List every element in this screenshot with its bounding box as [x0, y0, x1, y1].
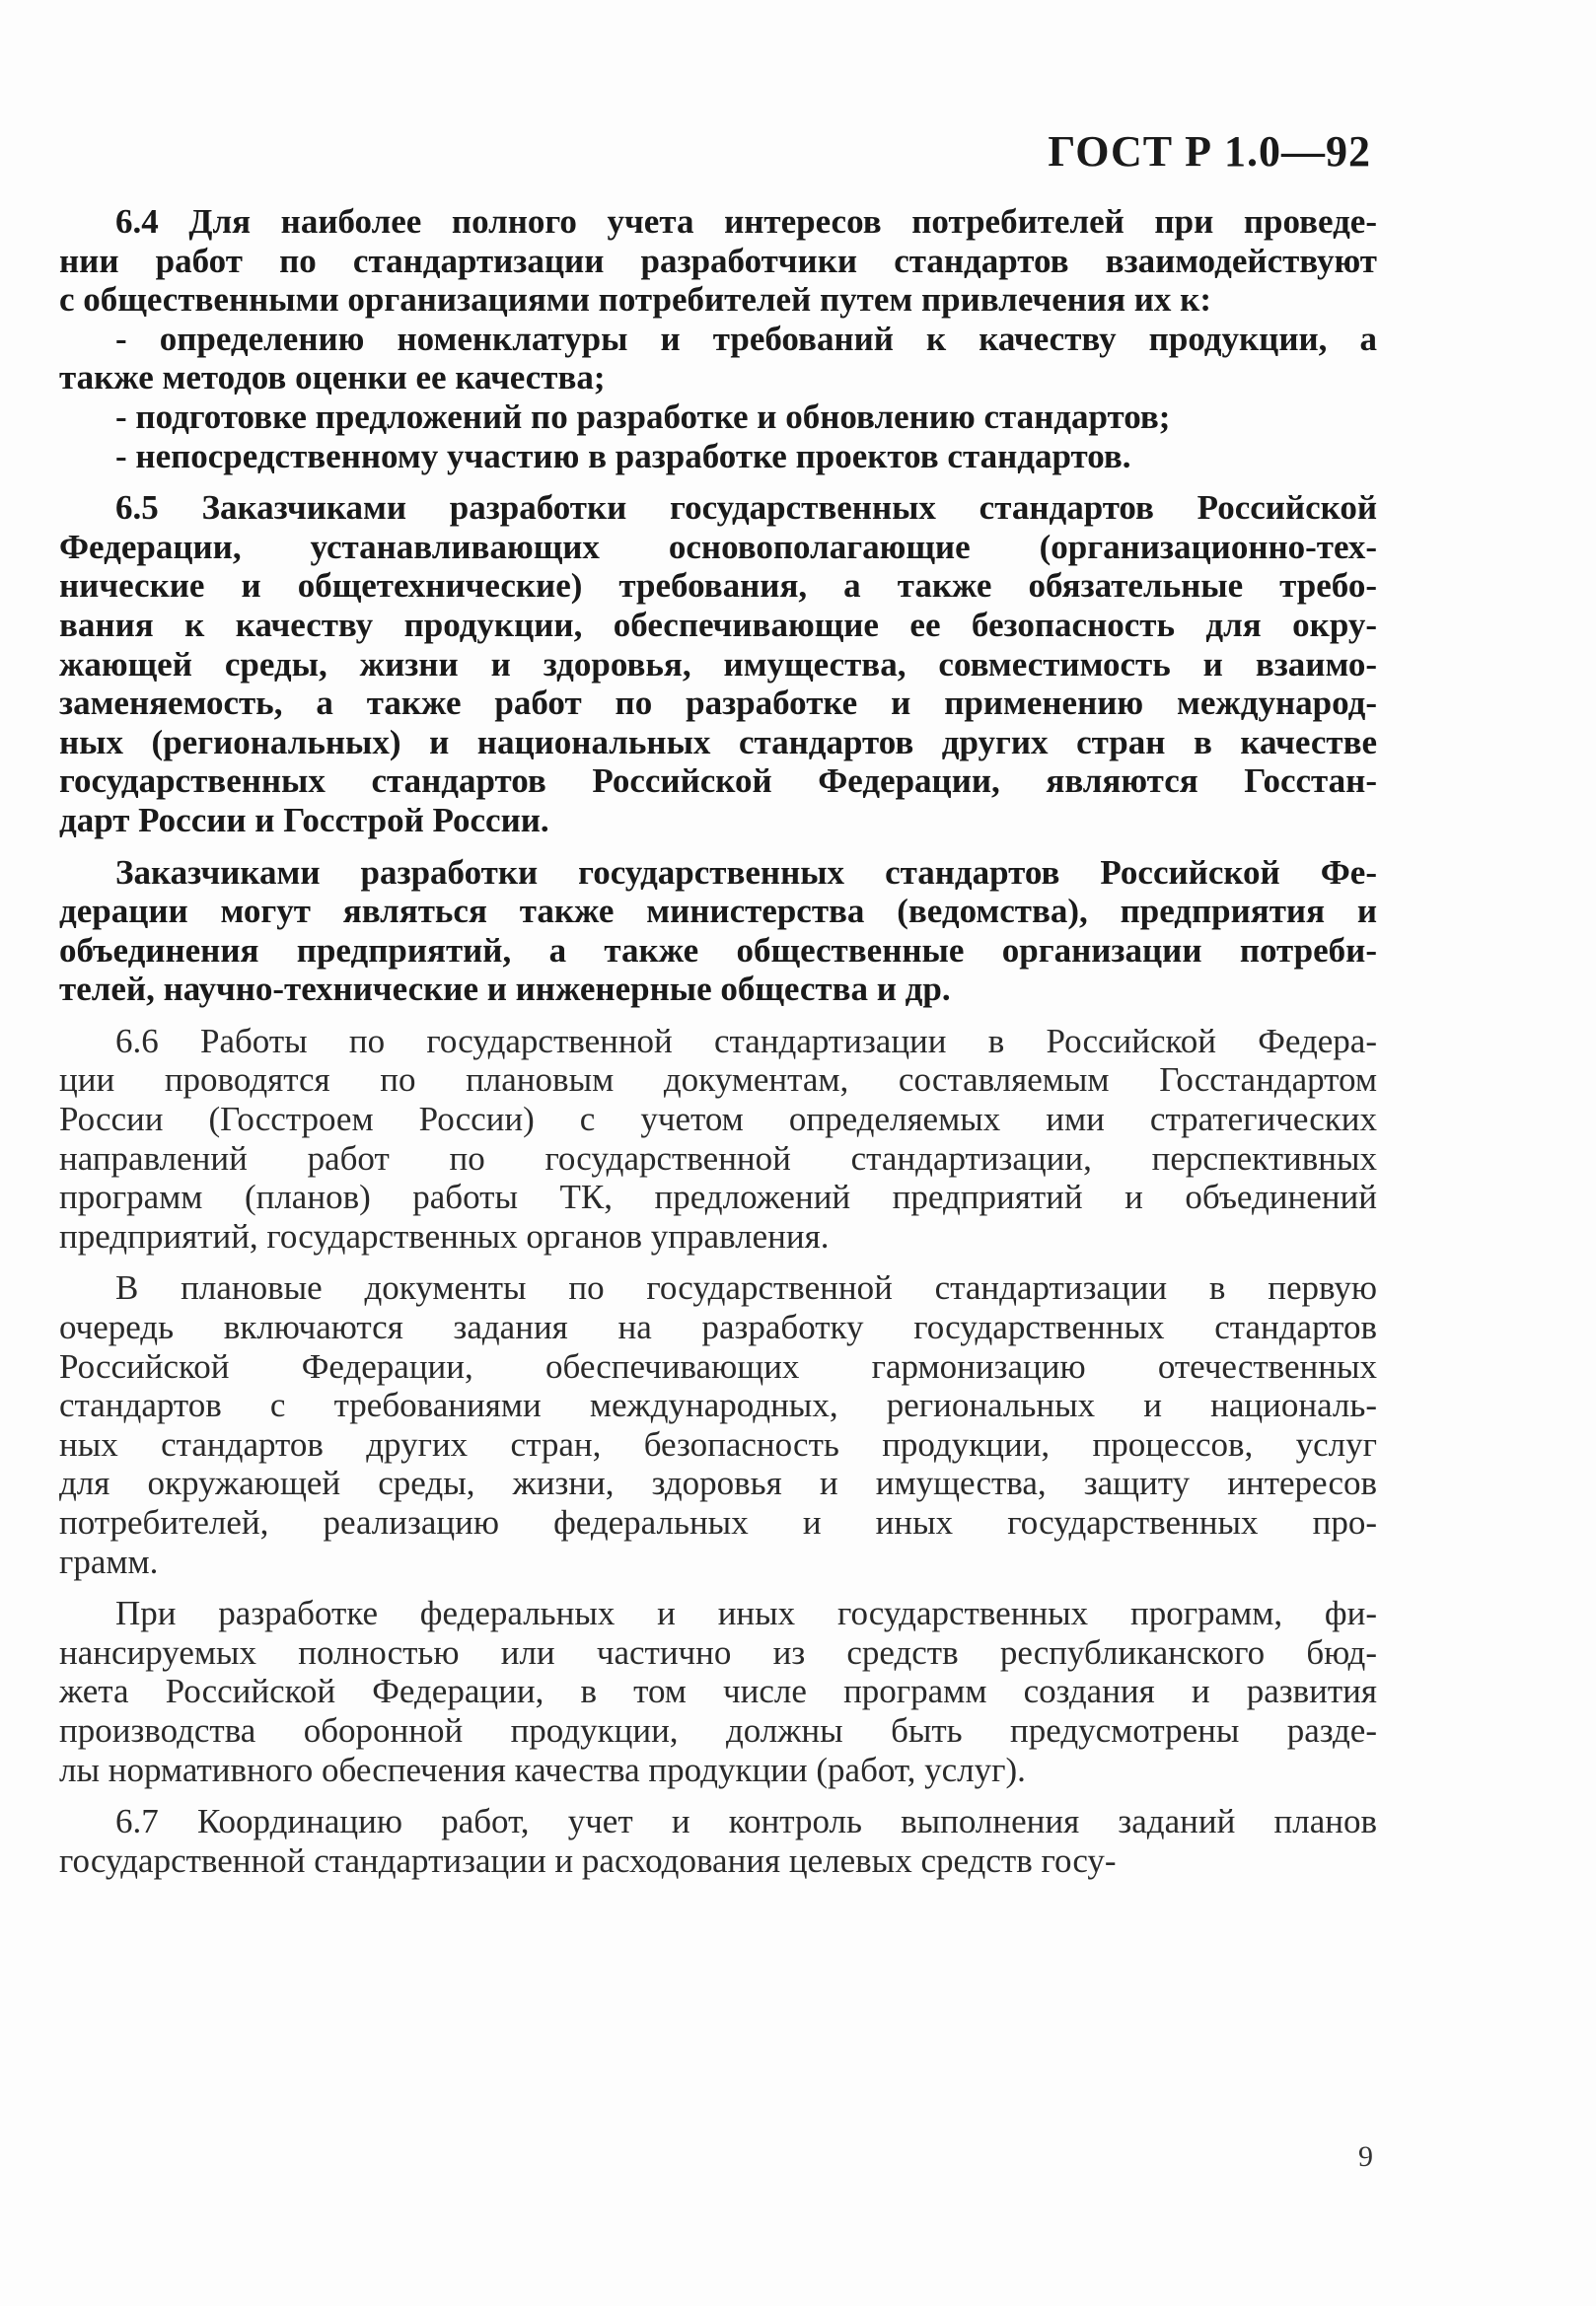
text-line: производства оборонной продукции, должны быть предусмотрены разде-	[59, 1710, 1377, 1750]
text-line: - подготовке предложений по разработке и обновлению стандартов;	[115, 396, 1171, 436]
paragraph-gap	[59, 475, 1377, 488]
text-line: 6.6 Работы по государственной стандартизации в Российской Федера-	[115, 1021, 1377, 1060]
text-line: объединения предприятий, а также общественные организации потреби-	[59, 930, 1377, 970]
text-line: жета Российской Федерации, в том числе программ создания и развития	[59, 1672, 1377, 1711]
text-line: направлений работ по государственной стандартизации, перспективных	[59, 1138, 1377, 1178]
paragraph-gap	[59, 1581, 1377, 1594]
text-line: заменяемость, а также работ по разработке и применению международ-	[59, 684, 1377, 723]
text-line: жающей среды, жизни и здоровья, имущества, совместимость и взаимо-	[59, 644, 1377, 684]
text-line: нии работ по стандартизации разработчики стандартов взаимодействуют	[59, 241, 1377, 280]
page-number: 9	[1358, 2140, 1373, 2173]
paragraph-p6-4	[59, 202, 1377, 320]
text-line: стандартов с требованиями международных, региональных и националь-	[59, 1386, 1377, 1425]
text-line: программ (планов) работы ТК, предложений предприятий и объединений	[59, 1178, 1377, 1217]
text-line: вания к качеству продукции, обеспечивающие ее безопасность для окру-	[59, 605, 1377, 644]
text-line: 6.5 Заказчиками разработки государственных стандартов Российской	[115, 488, 1377, 528]
paragraph-p6-5-b	[59, 853, 1377, 1009]
paragraph-gap	[59, 1009, 1377, 1022]
text-line: Федерации, устанавливающих основополагающие (организационно-тех-	[59, 527, 1377, 566]
text-line: России (Госстроем России) с учетом определяемых ими стратегических	[59, 1100, 1377, 1139]
paragraph-gap	[59, 1789, 1377, 1802]
paragraph-p6-4-a	[59, 320, 1377, 397]
text-line: Российской Федерации, обеспечивающих гармонизацию отечественных	[59, 1346, 1377, 1386]
text-line: государственных стандартов Российской Федерации, являются Госстан-	[59, 761, 1377, 801]
paragraph-p6-6-c	[59, 1594, 1377, 1789]
text-line: дарт России и Госстрой России.	[59, 800, 549, 839]
text-line: 6.7 Координацию работ, учет и контроль выполнения заданий планов	[115, 1802, 1377, 1841]
text-line: В плановые документы по государственной стандартизации в первую	[115, 1268, 1377, 1308]
text-line: дерации могут являться также министерства (ведомства), предприятия и	[59, 892, 1377, 931]
text-line: При разработке федеральных и иных государственных программ, фи-	[115, 1594, 1377, 1633]
paragraph-gap	[59, 1256, 1377, 1268]
text-line: ции проводятся по плановым документам, составляемым Госстандартом	[59, 1060, 1377, 1100]
text-line: ных (региональных) и национальных стандартов других стран в качестве	[59, 722, 1377, 761]
text-line: ных стандартов других стран, безопасность продукции, процессов, услуг	[59, 1424, 1377, 1464]
paragraph-p6-7	[59, 1802, 1377, 1880]
text-line: лы нормативного обеспечения качества продукции (работ, услуг).	[59, 1750, 1026, 1789]
paragraph-p6-5	[59, 488, 1377, 839]
text-line: 6.4 Для наиболее полного учета интересов потребителей при проведе-	[115, 202, 1377, 241]
text-line: очередь включаются задания на разработку государственных стандартов	[59, 1308, 1377, 1347]
text-line: - определению номенклатуры и требований к качеству продукции, а	[115, 319, 1377, 358]
paragraph-p6-6-b	[59, 1268, 1377, 1581]
text-line: нические и общетехнические) требования, а также обязательные требо-	[59, 566, 1377, 606]
text-line: потребителей, реализацию федеральных и иных государственных про-	[59, 1503, 1377, 1542]
paragraph-p6-4-c	[59, 437, 1377, 476]
text-line: - непосредственному участию в разработке проектов стандартов.	[115, 436, 1131, 475]
document-body	[59, 202, 1377, 1880]
text-line: с общественными организациями потребителей путем привлечения их к:	[59, 280, 1212, 320]
paragraph-p6-6	[59, 1022, 1377, 1257]
document-header: ГОСТ Р 1.0—92	[1048, 127, 1371, 176]
text-line: также методов оценки ее качества;	[59, 358, 606, 397]
text-line: предприятий, государственных органов управления.	[59, 1216, 830, 1256]
paragraph-gap	[59, 840, 1377, 853]
text-line: для окружающей среды, жизни, здоровья и имущества, защиту интересов	[59, 1464, 1377, 1503]
text-line: Заказчиками разработки государственных стандартов Российской Фе-	[115, 852, 1377, 892]
paragraph-p6-4-b	[59, 397, 1377, 437]
text-line: государственной стандартизации и расходования целевых средств госу-	[59, 1840, 1117, 1880]
text-line: грамм.	[59, 1542, 159, 1581]
text-line: нансируемых полностью или частично из средств республиканского бюд-	[59, 1632, 1377, 1672]
text-line: телей, научно-технические и инженерные общества и др.	[59, 970, 951, 1009]
